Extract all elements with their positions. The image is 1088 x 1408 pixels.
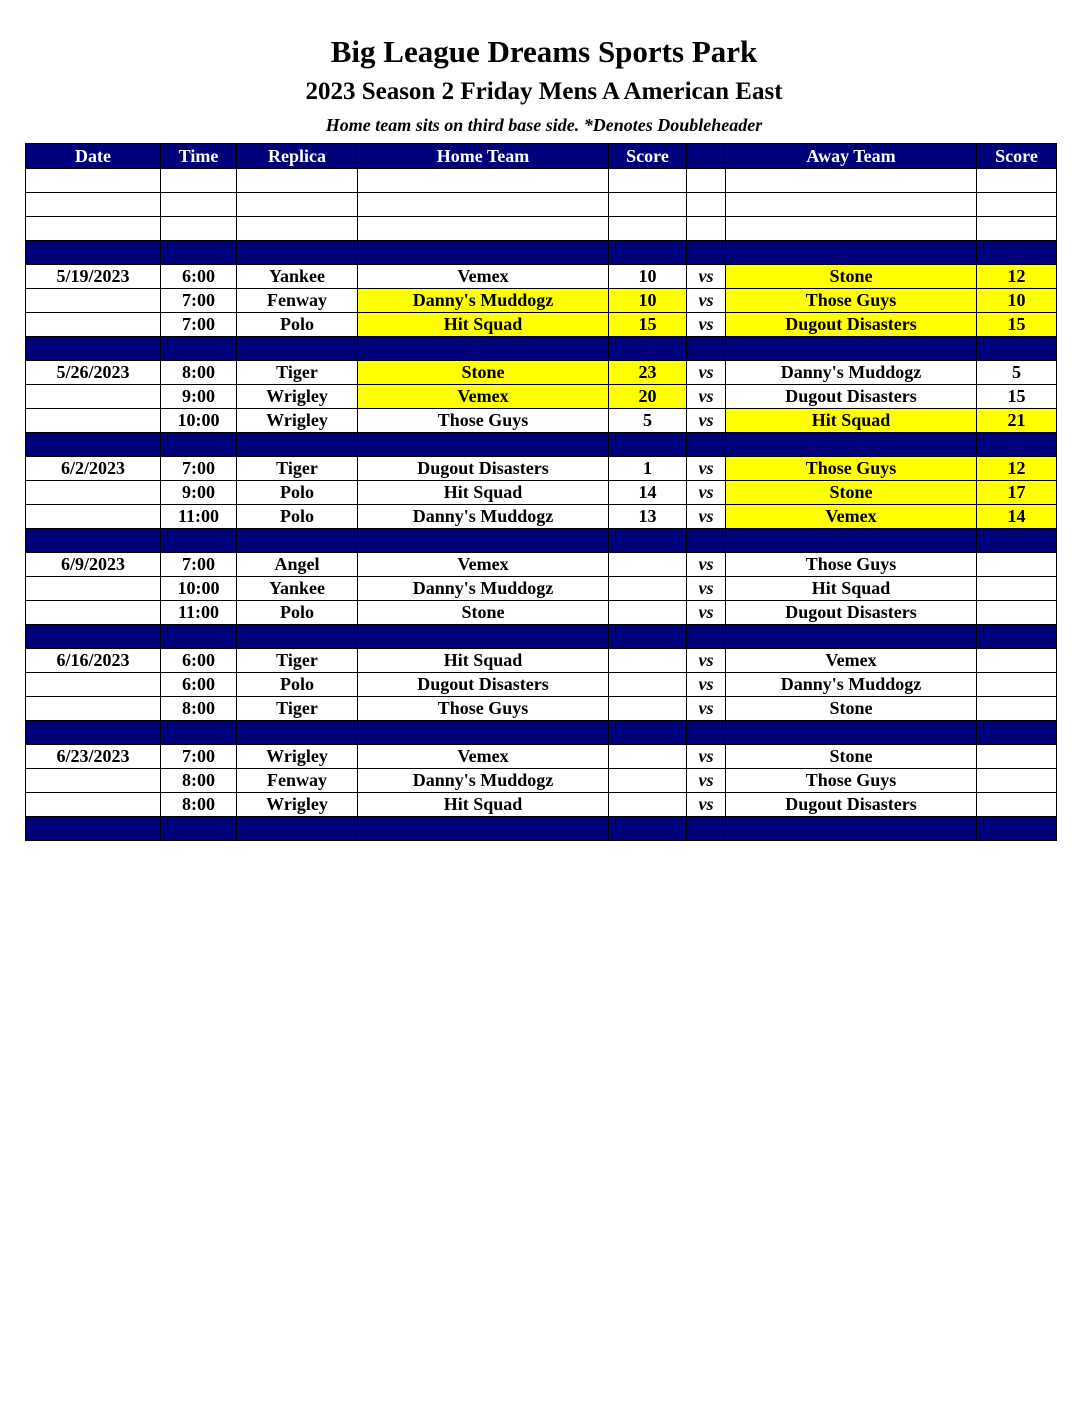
home-score: 1 xyxy=(609,457,687,481)
home-team: Stone xyxy=(358,601,609,625)
game-row xyxy=(26,409,1057,433)
separator-cell xyxy=(26,817,161,841)
away-score: 15 xyxy=(977,385,1057,409)
blank-cell xyxy=(237,193,358,217)
game-time: 6:00 xyxy=(161,649,237,673)
page-title: Big League Dreams Sports Park xyxy=(330,34,758,69)
away-team: Danny's Muddogz xyxy=(726,673,977,697)
home-score xyxy=(609,793,687,817)
game-replica: Fenway xyxy=(237,769,358,793)
separator-cell xyxy=(687,241,726,265)
blank-cell xyxy=(726,217,977,241)
separator-cell xyxy=(26,241,161,265)
game-replica: Yankee xyxy=(237,577,358,601)
separator-cell xyxy=(977,721,1057,745)
home-team: Hit Squad xyxy=(358,649,609,673)
game-date: 5/26/2023 xyxy=(26,361,161,385)
game-time: 7:00 xyxy=(161,745,237,769)
game-row xyxy=(26,745,1057,769)
blank-cell xyxy=(726,193,977,217)
blank-cell xyxy=(977,169,1057,193)
away-score xyxy=(977,769,1057,793)
week-separator-row xyxy=(26,241,1057,265)
away-score: 12 xyxy=(977,265,1057,289)
separator-cell xyxy=(609,529,687,553)
vs-label: vs xyxy=(687,673,726,697)
game-time: 7:00 xyxy=(161,313,237,337)
away-team: Those Guys xyxy=(726,769,977,793)
away-score xyxy=(977,793,1057,817)
blank-cell xyxy=(26,217,161,241)
separator-cell xyxy=(687,817,726,841)
away-team: Stone xyxy=(726,745,977,769)
game-row xyxy=(26,289,1057,313)
blank-cell xyxy=(358,217,609,241)
game-row xyxy=(26,697,1057,721)
game-date xyxy=(26,601,161,625)
separator-cell xyxy=(237,625,358,649)
game-date xyxy=(26,577,161,601)
away-score xyxy=(977,577,1057,601)
home-score: 20 xyxy=(609,385,687,409)
vs-label: vs xyxy=(687,697,726,721)
home-team: Hit Squad xyxy=(358,481,609,505)
separator-cell xyxy=(358,817,609,841)
separator-cell xyxy=(977,817,1057,841)
game-date: 5/19/2023 xyxy=(26,265,161,289)
home-score xyxy=(609,601,687,625)
separator-cell xyxy=(726,625,977,649)
separator-cell xyxy=(726,241,977,265)
home-score: 23 xyxy=(609,361,687,385)
separator-cell xyxy=(358,241,609,265)
game-date xyxy=(26,409,161,433)
game-date: 6/16/2023 xyxy=(26,649,161,673)
game-date xyxy=(26,505,161,529)
away-team: Danny's Muddogz xyxy=(726,361,977,385)
game-row xyxy=(26,313,1057,337)
away-team: Vemex xyxy=(726,649,977,673)
blank-cell xyxy=(161,193,237,217)
game-time: 11:00 xyxy=(161,505,237,529)
game-time: 6:00 xyxy=(161,673,237,697)
away-team: Hit Squad xyxy=(726,577,977,601)
separator-cell xyxy=(358,721,609,745)
schedule-body xyxy=(26,169,1057,841)
home-score: 5 xyxy=(609,409,687,433)
separator-cell xyxy=(687,721,726,745)
blank-cell xyxy=(687,169,726,193)
away-team: Dugout Disasters xyxy=(726,313,977,337)
game-replica: Wrigley xyxy=(237,385,358,409)
blank-cell xyxy=(161,217,237,241)
vs-label: vs xyxy=(687,577,726,601)
separator-cell xyxy=(609,433,687,457)
home-team: Those Guys xyxy=(358,697,609,721)
blank-cell xyxy=(609,217,687,241)
separator-cell xyxy=(161,241,237,265)
separator-cell xyxy=(726,721,977,745)
vs-label: vs xyxy=(687,457,726,481)
separator-cell xyxy=(687,337,726,361)
away-score xyxy=(977,553,1057,577)
game-time: 7:00 xyxy=(161,457,237,481)
away-team: Stone xyxy=(726,481,977,505)
game-row xyxy=(26,769,1057,793)
game-date xyxy=(26,289,161,313)
vs-label: vs xyxy=(687,409,726,433)
home-team: Those Guys xyxy=(358,409,609,433)
separator-cell xyxy=(977,433,1057,457)
separator-cell xyxy=(358,529,609,553)
blank-cell xyxy=(977,193,1057,217)
home-team: Danny's Muddogz xyxy=(358,577,609,601)
separator-cell xyxy=(237,337,358,361)
away-score xyxy=(977,697,1057,721)
week-separator-row xyxy=(26,529,1057,553)
game-row xyxy=(26,505,1057,529)
home-score: 10 xyxy=(609,289,687,313)
home-score: 10 xyxy=(609,265,687,289)
away-score xyxy=(977,673,1057,697)
game-time: 7:00 xyxy=(161,553,237,577)
home-score xyxy=(609,769,687,793)
away-score: 10 xyxy=(977,289,1057,313)
game-replica: Wrigley xyxy=(237,745,358,769)
vs-label: vs xyxy=(687,361,726,385)
game-date xyxy=(26,769,161,793)
game-replica: Tiger xyxy=(237,649,358,673)
vs-label: vs xyxy=(687,289,726,313)
separator-cell xyxy=(687,529,726,553)
separator-cell xyxy=(358,337,609,361)
vs-label: vs xyxy=(687,601,726,625)
home-team: Vemex xyxy=(358,265,609,289)
away-score: 21 xyxy=(977,409,1057,433)
game-time: 11:00 xyxy=(161,601,237,625)
away-score: 12 xyxy=(977,457,1057,481)
home-score xyxy=(609,673,687,697)
separator-cell xyxy=(609,241,687,265)
col-header-away-team: Away Team xyxy=(726,144,977,169)
home-team: Stone xyxy=(358,361,609,385)
home-score xyxy=(609,745,687,769)
home-team: Danny's Muddogz xyxy=(358,505,609,529)
vs-label: vs xyxy=(687,481,726,505)
game-time: 9:00 xyxy=(161,385,237,409)
home-team: Danny's Muddogz xyxy=(358,289,609,313)
game-replica: Polo xyxy=(237,313,358,337)
away-team: Those Guys xyxy=(726,457,977,481)
separator-cell xyxy=(26,625,161,649)
away-team: Stone xyxy=(726,265,977,289)
game-replica: Polo xyxy=(237,601,358,625)
separator-cell xyxy=(687,433,726,457)
away-score xyxy=(977,745,1057,769)
game-date xyxy=(26,793,161,817)
col-header-away-score: Score xyxy=(977,144,1057,169)
away-score xyxy=(977,601,1057,625)
separator-cell xyxy=(726,337,977,361)
game-replica: Wrigley xyxy=(237,409,358,433)
header-row xyxy=(26,144,1057,169)
separator-cell xyxy=(161,433,237,457)
game-row xyxy=(26,793,1057,817)
away-team: Dugout Disasters xyxy=(726,601,977,625)
game-replica: Angel xyxy=(237,553,358,577)
game-row xyxy=(26,385,1057,409)
separator-cell xyxy=(161,625,237,649)
blank-cell xyxy=(237,169,358,193)
separator-cell xyxy=(237,241,358,265)
game-time: 10:00 xyxy=(161,577,237,601)
blank-row xyxy=(26,217,1057,241)
game-date xyxy=(26,385,161,409)
separator-cell xyxy=(161,337,237,361)
week-separator-row xyxy=(26,721,1057,745)
separator-cell xyxy=(161,817,237,841)
vs-label: vs xyxy=(687,649,726,673)
separator-cell xyxy=(977,337,1057,361)
blank-cell xyxy=(609,193,687,217)
game-row xyxy=(26,649,1057,673)
vs-label: vs xyxy=(687,745,726,769)
col-header-replica: Replica xyxy=(237,144,358,169)
col-header-home-score: Score xyxy=(609,144,687,169)
away-team: Vemex xyxy=(726,505,977,529)
vs-label: vs xyxy=(687,505,726,529)
week-separator-row xyxy=(26,337,1057,361)
separator-cell xyxy=(237,433,358,457)
separator-cell xyxy=(26,433,161,457)
separator-cell xyxy=(26,337,161,361)
col-header-time: Time xyxy=(161,144,237,169)
away-team: Dugout Disasters xyxy=(726,385,977,409)
game-time: 9:00 xyxy=(161,481,237,505)
game-row xyxy=(26,361,1057,385)
game-date: 6/2/2023 xyxy=(26,457,161,481)
away-team: Dugout Disasters xyxy=(726,793,977,817)
game-replica: Polo xyxy=(237,673,358,697)
home-score xyxy=(609,577,687,601)
vs-label: vs xyxy=(687,265,726,289)
game-replica: Tiger xyxy=(237,457,358,481)
home-team: Hit Squad xyxy=(358,313,609,337)
vs-label: vs xyxy=(687,553,726,577)
away-team: Hit Squad xyxy=(726,409,977,433)
vs-label: vs xyxy=(687,385,726,409)
separator-cell xyxy=(26,529,161,553)
week-separator-row xyxy=(26,625,1057,649)
game-time: 8:00 xyxy=(161,697,237,721)
game-row xyxy=(26,457,1057,481)
separator-cell xyxy=(977,241,1057,265)
separator-cell xyxy=(726,529,977,553)
separator-cell xyxy=(358,625,609,649)
home-team: Hit Squad xyxy=(358,793,609,817)
home-score: 13 xyxy=(609,505,687,529)
game-row xyxy=(26,265,1057,289)
separator-cell xyxy=(161,529,237,553)
home-score xyxy=(609,553,687,577)
blank-cell xyxy=(26,193,161,217)
away-score xyxy=(977,649,1057,673)
schedule-table xyxy=(25,143,1057,841)
game-date: 6/23/2023 xyxy=(26,745,161,769)
away-score: 17 xyxy=(977,481,1057,505)
game-replica: Wrigley xyxy=(237,793,358,817)
blank-cell xyxy=(726,169,977,193)
blank-cell xyxy=(687,217,726,241)
blank-cell xyxy=(358,193,609,217)
blank-cell xyxy=(161,169,237,193)
separator-cell xyxy=(977,529,1057,553)
separator-cell xyxy=(726,817,977,841)
game-row xyxy=(26,577,1057,601)
game-date xyxy=(26,313,161,337)
schedule-note: Home team sits on third base side. *Denotes Doubleheader xyxy=(325,115,763,135)
game-time: 8:00 xyxy=(161,769,237,793)
away-score: 5 xyxy=(977,361,1057,385)
col-header-vs xyxy=(687,144,726,169)
game-replica: Fenway xyxy=(237,289,358,313)
away-score: 15 xyxy=(977,313,1057,337)
separator-cell xyxy=(237,529,358,553)
blank-cell xyxy=(609,169,687,193)
home-team: Vemex xyxy=(358,553,609,577)
blank-cell xyxy=(687,193,726,217)
game-time: 8:00 xyxy=(161,361,237,385)
vs-label: vs xyxy=(687,793,726,817)
home-team: Danny's Muddogz xyxy=(358,769,609,793)
separator-cell xyxy=(687,625,726,649)
separator-cell xyxy=(237,721,358,745)
home-team: Vemex xyxy=(358,385,609,409)
home-team: Dugout Disasters xyxy=(358,457,609,481)
game-replica: Tiger xyxy=(237,361,358,385)
separator-cell xyxy=(609,817,687,841)
separator-cell xyxy=(726,433,977,457)
separator-cell xyxy=(26,721,161,745)
separator-cell xyxy=(977,625,1057,649)
blank-row xyxy=(26,193,1057,217)
separator-cell xyxy=(609,721,687,745)
home-score xyxy=(609,697,687,721)
game-time: 7:00 xyxy=(161,289,237,313)
game-time: 8:00 xyxy=(161,793,237,817)
game-date: 6/9/2023 xyxy=(26,553,161,577)
separator-cell xyxy=(609,337,687,361)
game-date xyxy=(26,697,161,721)
home-score xyxy=(609,649,687,673)
away-team: Stone xyxy=(726,697,977,721)
page-subtitle: 2023 Season 2 Friday Mens A American East xyxy=(305,78,783,105)
game-row xyxy=(26,601,1057,625)
blank-cell xyxy=(26,169,161,193)
week-separator-row xyxy=(26,817,1057,841)
home-score: 14 xyxy=(609,481,687,505)
game-replica: Tiger xyxy=(237,697,358,721)
blank-cell xyxy=(358,169,609,193)
game-replica: Yankee xyxy=(237,265,358,289)
game-date xyxy=(26,481,161,505)
separator-cell xyxy=(358,433,609,457)
away-score: 14 xyxy=(977,505,1057,529)
blank-cell xyxy=(977,217,1057,241)
game-replica: Polo xyxy=(237,505,358,529)
game-time: 10:00 xyxy=(161,409,237,433)
away-team: Those Guys xyxy=(726,553,977,577)
away-team: Those Guys xyxy=(726,289,977,313)
col-header-date: Date xyxy=(26,144,161,169)
home-score: 15 xyxy=(609,313,687,337)
col-header-home-team: Home Team xyxy=(358,144,609,169)
game-row xyxy=(26,673,1057,697)
blank-row xyxy=(26,169,1057,193)
separator-cell xyxy=(609,625,687,649)
game-row xyxy=(26,553,1057,577)
home-team: Dugout Disasters xyxy=(358,673,609,697)
game-time: 6:00 xyxy=(161,265,237,289)
week-separator-row xyxy=(26,433,1057,457)
separator-cell xyxy=(161,721,237,745)
vs-label: vs xyxy=(687,313,726,337)
game-date xyxy=(26,673,161,697)
separator-cell xyxy=(237,817,358,841)
vs-label: vs xyxy=(687,769,726,793)
game-replica: Polo xyxy=(237,481,358,505)
game-row xyxy=(26,481,1057,505)
blank-cell xyxy=(237,217,358,241)
home-team: Vemex xyxy=(358,745,609,769)
